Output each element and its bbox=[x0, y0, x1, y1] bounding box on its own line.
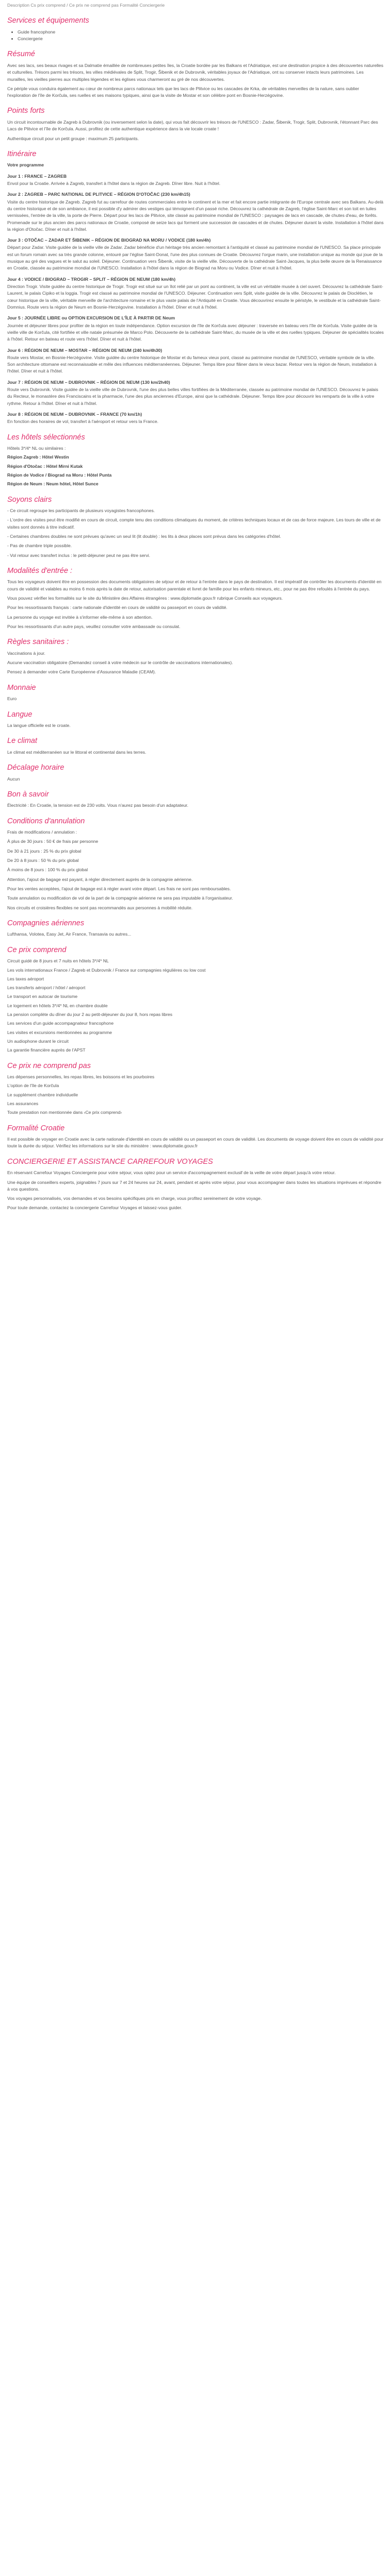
product-page bbox=[7, 0, 384, 1225]
cancellation-line: Toute annulation ou modification de vol de la part de la compagnie aérienne ne sera pas imputable à l'organisateur. bbox=[7, 895, 233, 901]
entry-section bbox=[7, 565, 384, 630]
timezone-section bbox=[7, 762, 384, 783]
cancellation-line: Frais de modifications / annulation : bbox=[7, 829, 77, 835]
climate-text: Le climat est méditerranéen sur le littoral et continental dans les terres. bbox=[7, 749, 146, 755]
cancellation-line: À moins de 8 jours : 100 % du prix global bbox=[7, 867, 88, 873]
itinerary-day bbox=[7, 347, 384, 375]
not-included-item: Le supplément chambre individuelle bbox=[7, 1092, 78, 1097]
cancellation-line: Nos circuits et croisières flexibles ne sont pas recommandés aux personnes à mobilité réduite. bbox=[7, 905, 193, 910]
health-paragraph: Vaccinations à jour. bbox=[7, 650, 45, 656]
timezone-title: Décalage horaire bbox=[7, 764, 64, 772]
itinerary-day bbox=[7, 276, 384, 311]
not-included-item: Les assurances bbox=[7, 1101, 39, 1107]
hotels-section bbox=[7, 432, 384, 488]
cancellation-line: De 30 à 21 jours : 25 % du prix global bbox=[7, 848, 82, 854]
included-title: Ce prix comprend bbox=[7, 945, 67, 954]
service-item: • Conciergerie bbox=[18, 36, 384, 42]
hotels-line: Hôtels 3*/4* NL ou similaires : bbox=[7, 446, 66, 451]
disclaimer-paragraph: - L'ordre des visites peut être modifié en cours de circuit, compte tenu des conditions climatiques du moment, de critères techniques locaux et de cas de force majeure. Les tours de ville et de visites sont donnés à titre indicatif. bbox=[7, 517, 381, 530]
climate-section bbox=[7, 735, 384, 756]
included-item: Le transport en autocar de tourisme bbox=[7, 994, 78, 999]
timezone-text: Aucun bbox=[7, 776, 20, 782]
resume-section bbox=[7, 48, 384, 99]
service-item: • Guide francophone bbox=[18, 29, 384, 36]
croatia-formalities-text: Il est possible de voyager en Croatie avec la carte nationale d'identité en cours de validité ou un passeport en cours de validité. Les documents de voyage doivent être en cours de validité pour toute la durée du séjour. Vérifiez les informations sur le site du ministère : www.diplomatie.gouv.fr bbox=[7, 1137, 384, 1149]
day-title: Jour 5 : JOURNÉE LIBRE ou OPTION EXCURSION DE L'ÎLE À PARTIR DE Neum bbox=[7, 315, 175, 321]
resume-title: Résumé bbox=[7, 50, 35, 59]
resume-paragraph: Avec ses lacs, ses beaux rivages et sa Dalmatie émaillée de nombreuses petites îles, la Croatie bordée par les Balkans et l'Adriatique, est une destination propice à des découvertes naturelles et culturelles. Trésors parmi les trésors, les villes médiévales de Split, Trogir, Šibenik et de Dubrovnik, véritables joyaux de l'Adriatique, ont su conserver intacts leurs patrimoines. Les murailles, les vieilles pierres aux multiples légendes et les églises vous charmeront au gré de nos découvertes. bbox=[7, 62, 384, 82]
day-description: Route vers Dubrovnik. Visite guidée de la vieille ville de Dubrovnik, l'une des plus belles villes fortifiées de la Méditerranée, classée au patrimoine mondial de l'UNESCO. Découvrez le palais du Recteur, le monastère des Franciscains et la pharmacie, l'une des plus anciennes d'Europe, ainsi que la cathédrale. Déjeuner. Temps libre pour découvrir les remparts de la ville à votre rythme. Retour à l'hôtel. Dîner et nuit à l'hôtel. bbox=[7, 387, 379, 406]
included-item: Les taxes aéroport bbox=[7, 976, 44, 981]
itinerary-day bbox=[7, 379, 384, 407]
hotels-line: Région de Neum : Neum hôtel, Hôtel Sunce bbox=[7, 481, 99, 487]
included-item: Les vols internationaux France / Zagreb et Dubrovnik / France sur compagnies régulières ou low cost bbox=[7, 967, 206, 973]
disclaimer-section bbox=[7, 494, 384, 559]
entry-paragraph: Tous les voyageurs doivent être en possession des documents obligatoires de séjour et de retour à l'entrée dans le pays de destination. Il est impératif de contrôler les documents d'identité en cours de validité et valables au moins 6 mois après la date de retour, autorisation parentale et livret de famille pour les enfants mineurs, etc., pour ne pas être refoulés à l'entrée du pays. bbox=[7, 579, 382, 591]
day-title: Jour 8 : RÉGION DE NEUM – DUBROVNIK – FRANCE (70 km/1h) bbox=[7, 412, 142, 417]
included-item: Les transferts aéroport / hôtel / aéroport bbox=[7, 985, 86, 991]
cancellation-title: Conditions d'annulation bbox=[7, 817, 85, 825]
croatia-formalities-section bbox=[7, 1123, 384, 1150]
day-description: Visite du centre historique de Zagreb. Zagreb fut au carrefour de routes commerciales entre le continent et la mer et fait encore partie intégrante de l'Europe centrale avec ses Balkans. Au-delà du centre historique et de son ambiance, il est possible d'y admirer des vestiges qui témoignent d'un passé riche. Découvrez la cathédrale de Zagreb, l'église Saint-Marc et son toit en tuiles vernissées, l'entrée de la ville, la porte de Pierre. Départ pour les lacs de Plitvice, site classé au patrimoine mondial de l'UNESCO : paysages de lacs en cascade, de chutes d'eau, de forêts. Promenade sur le plus ancien des parcs nationaux de Croatie, composé de seize lacs qui forment une succession de cascades et de chutes. Déjeuner durant la visite. Installation à l'hôtel dans la région d'Otočac. Dîner et nuit à l'hôtel. bbox=[7, 199, 384, 232]
language-text: La langue officielle est le croate. bbox=[7, 723, 71, 728]
itinerary-day bbox=[7, 315, 384, 343]
services-section bbox=[7, 15, 384, 42]
entry-title: Modalités d'entrée : bbox=[7, 567, 73, 575]
day-title: Jour 4 : VODICE / BIOGRAD – TROGIR – SPLIT – RÉGION DE NEUM (180 km/4h) bbox=[7, 276, 176, 282]
day-description: Direction Trogir. Visite guidée du centre historique de Trogir. Trogir est situé sur un îlot relié par un pont au continent, la ville est un véritable musée à ciel ouvert. Découvrez la cathédrale Saint-Laurent, le palais Cipiko et la loggia. Trogir est classé au patrimoine mondial de l'UNESCO. Déjeuner. Continuation vers Split, visite guidée de la ville. Découvrez le palais de Dioclétien, le cœur historique de la ville, véritable merveille de l'architecture romaine et le plus vaste palais de l'Antiquité en Croatie. Vous découvrirez ensuite le péristyle, le vestibule et la cathédrale Saint-Domnius. Route vers la région de Neum en Bosnie-Herzégovine. Installation à l'hôtel. Dîner et nuit à l'hôtel. bbox=[7, 284, 383, 310]
entry-paragraph: Pour les ressortissants d'un autre pays, veuillez consulter votre ambassade ou consulat. bbox=[7, 624, 181, 630]
included-section bbox=[7, 944, 384, 1054]
not-included-item: L'option de l'île de Korčula bbox=[7, 1083, 59, 1089]
concierge-title: CONCIERGERIE ET ASSISTANCE CARREFOUR VOYAGES bbox=[7, 1157, 213, 1166]
cancellation-line: Pour les ventes acceptées, l'ajout de bagage est à régler avant votre départ. Les frais ne sont pas remboursables. bbox=[7, 886, 231, 891]
not-included-title: Ce prix ne comprend pas bbox=[7, 1061, 91, 1070]
health-paragraph: Aucune vaccination obligatoire (Demandez conseil à votre médecin sur le contrôle de vaccinations internationales). bbox=[7, 660, 233, 666]
highlights-paragraph: Authentique circuit pour un petit groupe : maximum 25 participants. bbox=[7, 135, 139, 141]
croatia-formalities-title: Formalité Croatie bbox=[7, 1124, 65, 1132]
entry-paragraph: La personne du voyage est invitée à s'informer elle-même à son attention. bbox=[7, 614, 153, 620]
cancellation-section bbox=[7, 816, 384, 911]
concierge-paragraph: Une équipe de conseillers experts, joignables 7 jours sur 7 et 24 heures sur 24, avant, pendant et après votre séjour, pour vous accompagner dans toutes les situations imprévues et répondre à vos questions. bbox=[7, 1179, 382, 1192]
health-paragraph: Pensez à demander votre Carte Européenne d'Assurance Maladie (CEAM). bbox=[7, 669, 156, 675]
concierge-paragraph: En réservant Carrefour Voyages Conciergerie pour votre séjour, vous optez pour un service d'accompagnement exclusif de la veille de votre départ jusqu'à votre retour. bbox=[7, 1170, 336, 1176]
health-title: Règles sanitaires : bbox=[7, 638, 69, 647]
currency-text: Euro bbox=[7, 696, 17, 702]
included-item: Un audiophone durant le circuit bbox=[7, 1039, 69, 1044]
language-title: Langue bbox=[7, 710, 32, 719]
itinerary-day bbox=[7, 173, 384, 188]
concierge-paragraph: Pour toute demande, contactez la conciergerie Carrefour Voyages et laissez-vous guider. bbox=[7, 1205, 183, 1211]
cancellation-line: De 20 à 8 jours : 50 % du prix global bbox=[7, 858, 79, 863]
day-description: Départ pour Zadar. Visite guidée de la vieille ville de Zadar. Zadar bénéficie d'un héritage très ancien remontant à l'antiquité et classé au patrimoine mondial de l'UNESCO. Sa place principale est un forum romain avec sa très grande colonne, entouré par l'église Saint-Donat, l'une des plus connues de Croatie. Découvrez l'orgue marin, une installation unique au monde qui joue de la musique au gré des vagues et le salut au soleil. Déjeuner. Continuation vers Šibenik, visite de la vieille ville. Découverte de la cathédrale Saint-Jacques, la plus belle œuvre de la Renaissance en Croatie, classée au patrimoine mondial de l'UNESCO. Installation à l'hôtel dans la région de Biograd na Moru ou Vodice. Dîner et nuit à l'hôtel. bbox=[7, 245, 383, 271]
entry-paragraph: Vous pouvez vérifier les formalités sur le site du Ministère des Affaires étrangères : www.diplomatie.gouv.fr rubrique Conseils aux voyageurs. bbox=[7, 596, 283, 601]
highlights-title: Points forts bbox=[7, 107, 45, 115]
airlines-text: Lufthansa, Volotea, Easy Jet, Air France, Transavia ou autres... bbox=[7, 931, 132, 937]
day-title: Jour 6 : RÉGION DE NEUM – MOSTAR – RÉGION DE NEUM (240 km/4h30) bbox=[7, 347, 162, 353]
entry-paragraph: Pour les ressortissants français : carte nationale d'identité en cours de validité ou passeport en cours de validité. bbox=[7, 605, 227, 611]
airlines-title: Compagnies aériennes bbox=[7, 919, 85, 927]
included-item: Les services d'un guide accompagnateur francophone bbox=[7, 1021, 114, 1026]
climate-title: Le climat bbox=[7, 737, 38, 745]
hotels-line: Région Zagreb : Hôtel Westin bbox=[7, 454, 69, 460]
itinerary-intro: Votre programme bbox=[7, 162, 44, 168]
itinerary-section bbox=[7, 148, 384, 426]
not-included-item: Toute prestation non mentionnée dans ‹Ce prix comprend› bbox=[7, 1110, 122, 1115]
included-item: Le logement en hôtels 3*/4* NL en chambre double bbox=[7, 1003, 108, 1008]
concierge-section bbox=[7, 1156, 384, 1212]
services-list bbox=[7, 29, 384, 43]
currency-section bbox=[7, 682, 384, 703]
disclaimer-paragraph: - Certaines chambres doubles ne sont prévues qu'avec un seul lit (lit double) : les lits à deux places sont prévus dans les catégories d'hôtel. bbox=[7, 534, 281, 539]
language-section bbox=[7, 709, 384, 730]
highlights-section bbox=[7, 105, 384, 142]
hotels-line: Région de Vodice / Biograd na Moru : Hôtel Punta bbox=[7, 472, 112, 478]
disclaimer-paragraph: - Pas de chambre triple possible. bbox=[7, 543, 72, 549]
included-item: La pension complète du dîner du jour 2 au petit-déjeuner du jour 8, hors repas libres bbox=[7, 1012, 173, 1018]
itinerary-day bbox=[7, 237, 384, 272]
good-to-know-section bbox=[7, 789, 384, 809]
resume-paragraph: Ce périple vous conduira également au cœur de nombreux parcs nationaux tels que les lacs de Plitvice ou les cascades de Krka, de véritables merveilles de la nature, sans oublier l'exploration de l'île de Korčula, ses ruelles et ses maisons typiques, ainsi que la visite de Mostar et son célèbre pont en Bosnie-Herzégovine. bbox=[7, 86, 360, 98]
cancellation-line: À plus de 30 jours : 50 € de frais par personne bbox=[7, 839, 99, 844]
cancellation-line: Attention, l'ajout de bagage est payant, à régler directement auprès de la compagnie aérienne. bbox=[7, 876, 193, 882]
good-to-know-text: Électricité : En Croatie, la tension est de 230 volts. Vous n'aurez pas besoin d'un adaptateur. bbox=[7, 803, 189, 808]
not-included-item: Les dépenses personnelles, les repas libres, les boissons et les pourboires bbox=[7, 1074, 155, 1080]
health-section bbox=[7, 636, 384, 675]
disclaimer-paragraph: - Vol retour avec transfert inclus : le petit-déjeuner peut ne pas être servi. bbox=[7, 552, 151, 558]
itinerary-day bbox=[7, 191, 384, 233]
day-description: Envol pour la Croatie. Arrivée à Zagreb, transfert à l'hôtel dans la région de Zagreb. Dîner libre. Nuit à l'hôtel. bbox=[7, 180, 221, 186]
included-item: La garantie financière auprès de l'APST bbox=[7, 1047, 86, 1053]
itinerary-title: Itinéraire bbox=[7, 149, 37, 158]
breadcrumb-tabs: Description Cs prix comprend / Ce prix ne comprend pas Formalité Conciergerie bbox=[7, 3, 165, 8]
day-title: Jour 2 : ZAGREB – PARC NATIONAL DE PLITVICE – RÉGION D'OTOČAC (230 km/4h15) bbox=[7, 192, 190, 197]
included-item: Circuit guidé de 8 jours et 7 nuits en hôtels 3*/4* NL bbox=[7, 958, 109, 964]
day-title: Jour 3 : OTOČAC – ZADAR ET ŠIBENIK – RÉGION DE BIOGRAD NA MORU / VODICE (180 km/4h) bbox=[7, 238, 211, 243]
currency-title: Monnaie bbox=[7, 683, 36, 692]
day-title: Jour 7 : RÉGION DE NEUM – DUBROVNIK – RÉGION DE NEUM (130 km/2h40) bbox=[7, 379, 170, 385]
services-title: Services et équipements bbox=[7, 16, 89, 25]
itinerary-day bbox=[7, 411, 384, 426]
disclaimer-title: Soyons clairs bbox=[7, 495, 52, 504]
highlights-paragraph: Un circuit incontournable de Zagreb à Dubrovnik (ou inversement selon la date), qui vous fait découvrir les trésors de l'UNESCO : Zadar, Šibenik, Trogir, Split, Dubrovnik, l'étonnant Parc des Lacs de Plitvice et l'île de Korčula. Aussi, profitez de cette authentique expérience dans la vie locale croate ! bbox=[7, 119, 378, 132]
included-item: Les visites et excursions mentionnées au programme bbox=[7, 1029, 112, 1035]
good-to-know-title: Bon à savoir bbox=[7, 790, 49, 799]
airlines-section bbox=[7, 918, 384, 938]
disclaimer-paragraph: - Ce circuit regroupe les participants de plusieurs voyagistes francophones. bbox=[7, 508, 155, 514]
day-description: Route vers Mostar, en Bosnie-Herzégovine. Visite guidée du centre historique de Mostar et du fameux vieux pont, classé au patrimoine mondial de l'UNESCO, véritable symbole de la ville. Son architecture ottomane est reconnaissable et mêle des influences méditerranéennes. Déjeuner. Temps libre pour flâner dans le vieux bazar. Retour vers la région de Neum, installation à l'hôtel. Dîner et nuit à l'hôtel. bbox=[7, 354, 377, 374]
day-title: Jour 1 : FRANCE – ZAGREB bbox=[7, 173, 67, 179]
hotels-line: Région d'Otočac : Hôtel Mirni Kutak bbox=[7, 463, 83, 469]
concierge-paragraph: Vos voyages personnalisés, vos demandes et vos besoins spécifiques pris en charge, vous profitez sereinement de votre voyage. bbox=[7, 1196, 262, 1201]
day-description: Journée et déjeuner libres pour profiter de la région en toute indépendance. Option excursion de l'île de Korčula avec déjeuner : traversée en bateau vers l'île de Korčula. Visite guidée de la vieille ville de Korčula, cité fortifiée et ville natale présumée de Marco Polo. Découverte de la cathédrale Saint-Marc, du musée de la ville et des ruelles typiques. Déjeuner de spécialités locales à l'hôtel. Retour en bateau et route vers l'hôtel. Dîner et nuit à l'hôtel. bbox=[7, 323, 384, 342]
hotels-title: Les hôtels sélectionnés bbox=[7, 433, 85, 442]
day-description: En fonction des horaires de vol, transfert à l'aéroport et retour vers la France. bbox=[7, 419, 159, 425]
not-included-section bbox=[7, 1060, 384, 1116]
